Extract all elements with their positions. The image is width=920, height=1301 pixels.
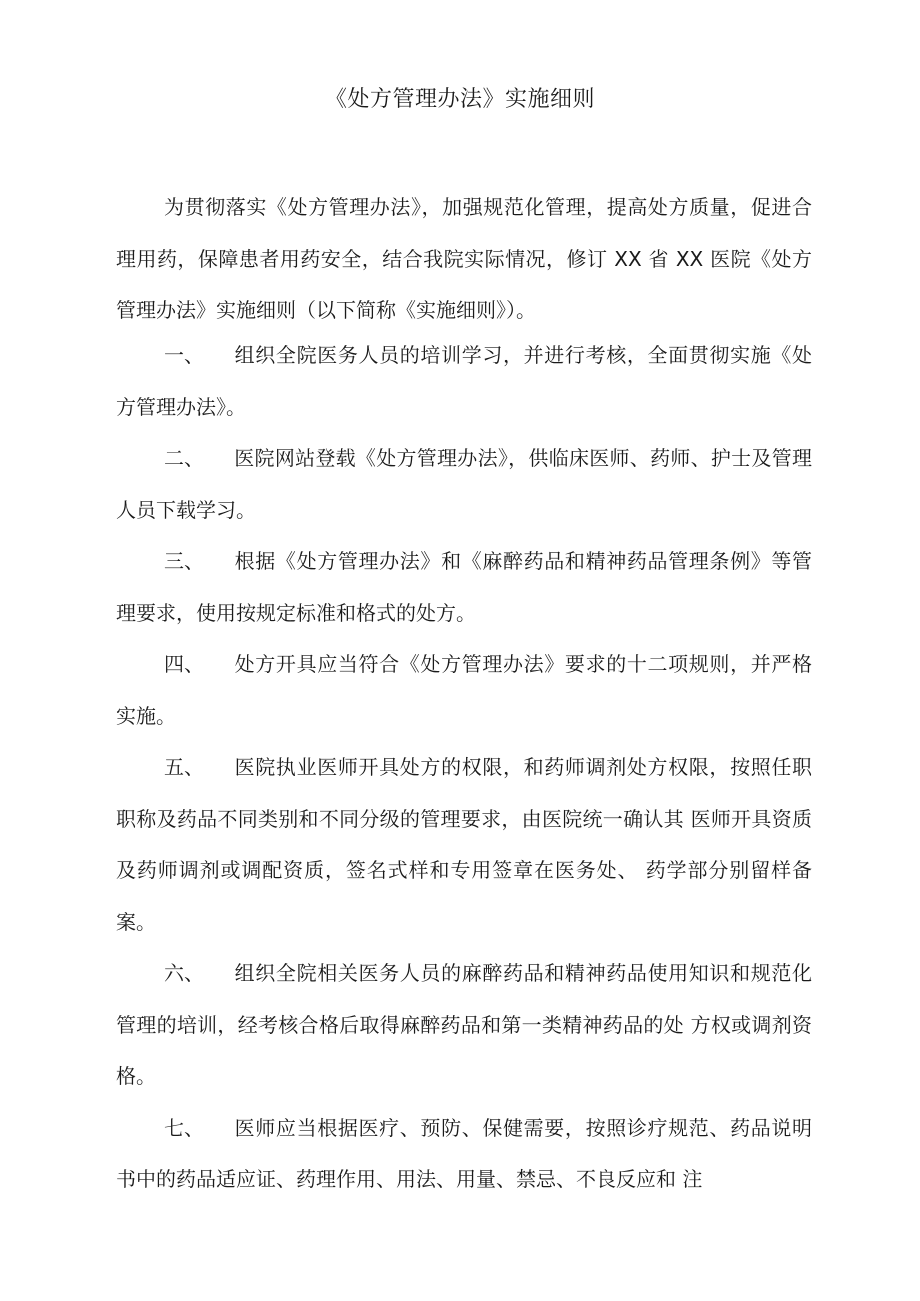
article-list <box>116 330 812 1206</box>
article-number: 三、 <box>164 549 204 573</box>
article-item <box>116 639 812 742</box>
article-item <box>116 1103 812 1206</box>
article-number: 七、 <box>164 1115 204 1140</box>
article-text: 医院网站登载《处方管理办法》，供临床医师、药师、护士及管理人员下载学习。 <box>116 446 812 522</box>
article-number: 五、 <box>164 755 204 779</box>
article-item <box>116 330 812 433</box>
article-text: 组织全院医务人员的培训学习，并进行考核，全面贯彻实施《处方管理办法》。 <box>116 343 812 419</box>
article-number: 六、 <box>164 961 204 985</box>
intro-paragraph: 为贯彻落实《处方管理办法》，加强规范化管理，提高处方质量，促进合理用药，保障患者用药安全，结合我院实际情况，修订 XX 省 XX 医院《处方管理办法》实施细则（以下简称《实施细则》）。 <box>116 195 812 322</box>
article-item <box>116 948 812 1103</box>
article-number: 二、 <box>164 446 204 470</box>
document-title: 《处方管理办法》实施细则 <box>324 87 595 112</box>
article-item <box>116 536 812 639</box>
article-text: 组织全院相关医务人员的麻醉药品和精神药品使用知识和规范化管理的培训，经考核合格后取得麻醉药品和第一类精神药品的处 方权或调剂资格。 <box>116 961 812 1088</box>
article-text: 处方开具应当符合《处方管理办法》要求的十二项规则，并严格实施。 <box>116 652 812 728</box>
article-text: 医院执业医师开具处方的权限，和药师调剂处方权限，按照任职职称及药品不同类别和不同分级的管理要求，由医院统一确认其 医师开具资质及药师调剂或调配资质，签名式样和专用签章在医务处、 药学部分别留样备案。 <box>116 755 812 934</box>
article-item <box>116 742 812 948</box>
article-number: 四、 <box>164 652 204 676</box>
article-number: 一、 <box>164 343 204 367</box>
article-text: 医师应当根据医疗、预防、保健需要，按照诊疗规范、药品说明书中的药品适应证、药理作用、用法、用量、禁忌、不良反应和 注 <box>116 1115 812 1191</box>
article-text: 根据《处方管理办法》和《麻醉药品和精神药品管理条例》等管理要求，使用按规定标准和格式的处方。 <box>116 549 812 625</box>
article-item <box>116 433 812 536</box>
